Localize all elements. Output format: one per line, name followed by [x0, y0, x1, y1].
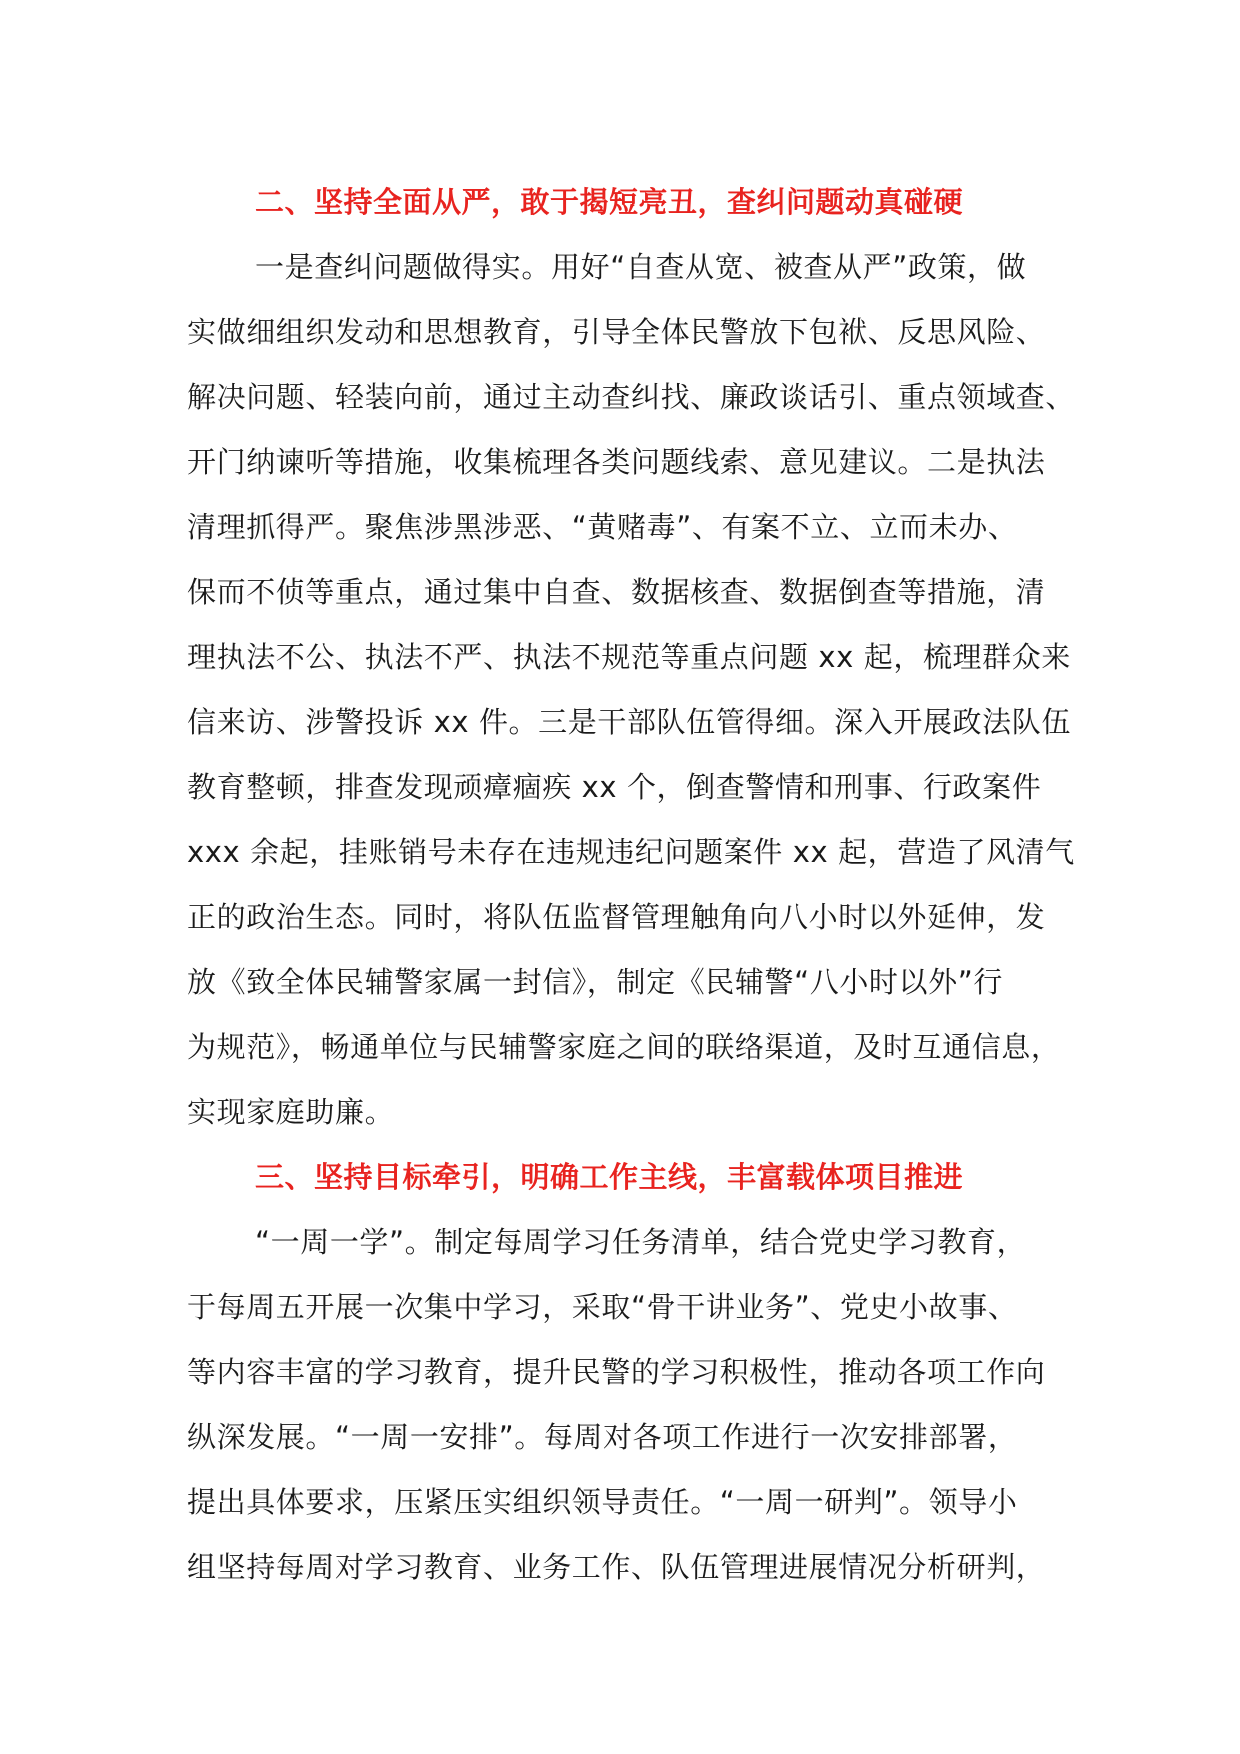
text-line: 信来访、涉警投诉 xx 件。三是干部队伍管得细。深入开展政法队伍	[187, 705, 1071, 739]
text-line: 实现家庭助廉。	[187, 1095, 395, 1129]
text-line: 开门纳谏听等措施，收集梳理各类问题线索、意见建议。二是执法	[187, 445, 1046, 479]
section-3-body	[187, 1210, 1069, 1600]
text-line: 实做细组织发动和思想教育，引导全体民警放下包袱、反思风险、	[187, 315, 1046, 349]
text-line: 解决问题、轻装向前，通过主动查纠找、廉政谈话引、重点领域查、	[187, 380, 1076, 414]
text-line: 放《致全体民辅警家属一封信》，制定《民辅警“八小时以外”行	[187, 965, 1003, 999]
text-line: 组坚持每周对学习教育、业务工作、队伍管理进展情况分析研判，	[187, 1550, 1046, 1584]
text-line: 为规范》，畅通单位与民辅警家庭之间的联络渠道，及时互通信息，	[187, 1030, 1061, 1064]
text-line: xxx 余起，挂账销号未存在违规违纪问题案件 xx 起，营造了风清气	[187, 835, 1075, 869]
text-line: 清理抓得严。聚焦涉黑涉恶、“黄赌毒”、有案不立、立而未办、	[187, 510, 1018, 544]
text-line: 纵深发展。“一周一安排”。每周对各项工作进行一次安排部署，	[187, 1420, 1018, 1454]
text-line: 理执法不公、执法不严、执法不规范等重点问题 xx 起，梳理群众来	[187, 640, 1071, 674]
section-heading-2: 二、坚持全面从严，敢于揭短亮丑，查纠问题动真碰硬	[255, 185, 964, 219]
section-heading-3: 三、坚持目标牵引，明确工作主线，丰富载体项目推进	[255, 1160, 964, 1194]
section-2-body	[187, 235, 1076, 1145]
text-line: 一是查纠问题做得实。用好“自查从宽、被查从严”政策，做	[255, 250, 1027, 284]
text-line: “一周一学”。制定每周学习任务清单，结合党史学习教育，	[255, 1225, 1027, 1259]
text-line: 等内容丰富的学习教育，提升民警的学习积极性，推动各项工作向	[187, 1355, 1046, 1389]
text-line: 保而不侦等重点，通过集中自查、数据核查、数据倒查等措施，清	[187, 575, 1046, 609]
text-line: 于每周五开展一次集中学习，采取“骨干讲业务”、党史小故事、	[187, 1290, 1018, 1324]
text-line: 正的政治生态。同时，将队伍监督管理触角向八小时以外延伸，发	[187, 900, 1046, 934]
document-page	[187, 170, 1076, 1600]
text-line: 教育整顿，排查发现顽瘴痼疾 xx 个，倒查警情和刑事、行政案件	[187, 770, 1042, 804]
text-line: 提出具体要求，压紧压实组织领导责任。“一周一研判”。领导小	[187, 1485, 1018, 1519]
